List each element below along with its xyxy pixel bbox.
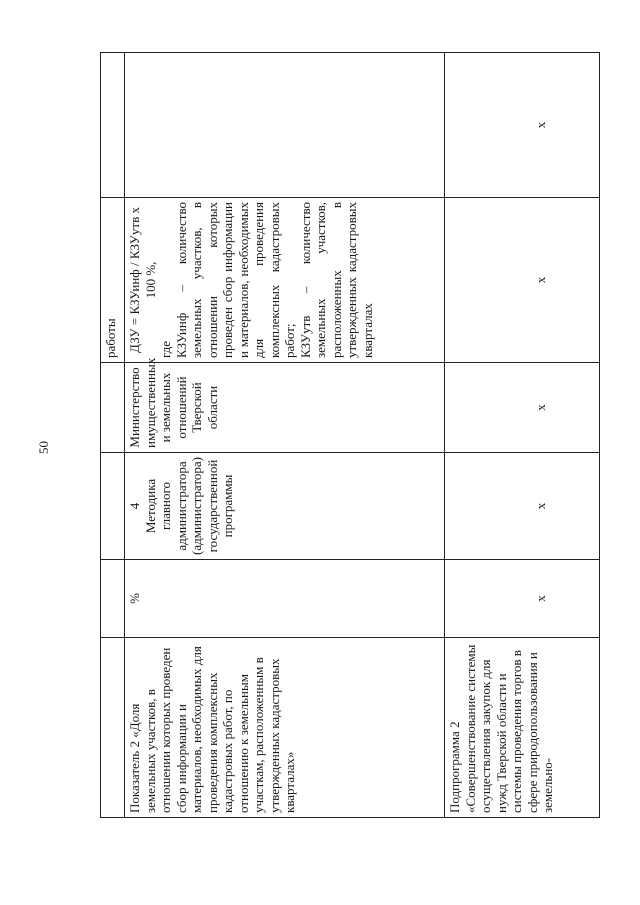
indicator-last: [125, 53, 445, 198]
formula-where: где: [158, 340, 173, 358]
cell-top-6: [101, 53, 125, 198]
indicator-label: Показатель 2 «Доля земельных участков, в отношении которых проведен сбор информации и материалов, необходимых для проведения комплексных кадастровых работ, по отношению к земельным участкам, расположенным в утвержденных кадастровых кварталах»: [125, 638, 445, 818]
subprogram-ministry: х: [445, 363, 600, 453]
cell-top-1: [101, 638, 125, 818]
method-text: Методика главного администратора (администратора) государственной программы: [142, 457, 235, 555]
table-row-subprogram: [445, 53, 600, 818]
formula-def-2: КЗУутв – количество земельных участков, расположенных в утвержденных кадастровых кварталах: [297, 202, 375, 358]
table-row-indicator: [125, 53, 445, 818]
subprogram-label: Подпрограмма 2 «Совершенствование системы осуществления закупок для нужд Тверской области и системы проведения торгов в сфере природопользования и земельно-: [445, 638, 600, 818]
cell-top-5: работы: [101, 198, 125, 363]
subprogram-last: х: [445, 53, 600, 198]
subprogram-formula: х: [445, 198, 600, 363]
subprogram-unit: х: [445, 560, 600, 638]
cell-top-4: [101, 363, 125, 453]
indicators-table: [100, 52, 600, 818]
page-number: 50: [36, 441, 51, 454]
subprogram-method: х: [445, 453, 600, 560]
rotated-table-page: [100, 53, 600, 818]
table-row-continuation: [101, 53, 125, 818]
indicator-formula: [125, 198, 445, 363]
formula-def-1: КЗУинф – количество земельных участков, в отношении которых проведен сбор информации и материалов, необходимых для проведения комплексных кадастровых работ;: [173, 202, 297, 358]
indicator-method: [125, 453, 445, 560]
indicator-ministry: Министерство имущественных и земельных отношений Тверской области: [125, 363, 445, 453]
formula: ДЗУ = КЗУинф / КЗУутв х 100 %,: [127, 207, 158, 353]
cell-top-2: [101, 560, 125, 638]
method-number: 4: [127, 502, 142, 510]
indicator-unit: %: [125, 560, 445, 638]
cell-top-3: [101, 453, 125, 560]
